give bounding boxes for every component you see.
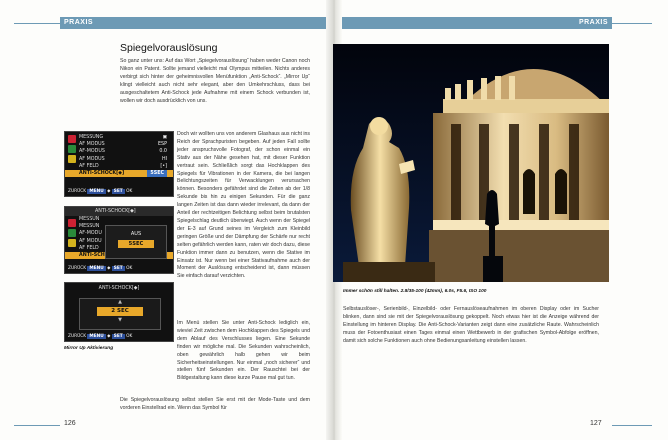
menu-footer: ZURÜCK MENU ◆ SET OK bbox=[68, 334, 133, 339]
paragraph-main: Doch wir wollten uns von anderem Glashaus aus nicht ins Reich der Sprachpuristen begeben. Auf jeden Fall sollte jeder anspruchsvolle Fotograf, der schon einmal ein Stativ aus der Nähe gesehen hat, mit dieser Funktion vertraut sein. Schließlich sorgt das Hochklappen des Spiegels für Vibrationen in der Kamera, die bei langen Belichtungszeiten für Verwacklungen verursachen können. Besonders gefährdet sind die Zeiten ab der 1/8 Sekunde bis hin zu einigen Sekunden. Für die ganz langen Zeiten ist das dann wieder irrelevant, da dann der Anteil der rechtzeitigen Belichtung selbst beim brutalsten Spiegelschlag deutlich überwiegt. Auch wenn der Spiegel der E-3 auf Grund seines im Vergleich zum Kleinbild geringen Größe und der Dämpfung der Schärfe nur recht selten gefährlich werden kann, raten wir doch dazu, diese Funktion immer dann zu benutzen, wenn die Stative im Einsatz ist. Nur wenn bei einer Stativaufnahme auch der Moment der Auslösung entscheidend ist, dann müssen Sie einfach darauf verzichten. bbox=[177, 131, 310, 280]
figure-caption-left: Mirror Up Aktivierung bbox=[64, 346, 114, 351]
camera-menu-screenshot-3 bbox=[64, 282, 174, 342]
page-number-right: 127 bbox=[590, 420, 602, 427]
paragraph-final: Die Spiegelvorauslösung selbst stellen Sie erst mit der Mode-Taste und dem vorderen Einstellrad ein. Wenn das Symbol für bbox=[120, 397, 310, 411]
menu-popup bbox=[105, 225, 167, 259]
menu-row: AF MODUS ESP bbox=[79, 142, 167, 148]
menu-title: ANTI-SCHOCK[◆] bbox=[98, 286, 140, 291]
menu-row: MESSUN bbox=[79, 224, 100, 230]
popup-option: AUS bbox=[130, 231, 142, 237]
footer-rule-right bbox=[612, 425, 652, 426]
menu-footer: ZURÜCK MENU ◆ SET OK bbox=[68, 266, 133, 271]
menu-row: MESSUN bbox=[79, 217, 100, 222]
menu-row: MESSUNG ▣ bbox=[79, 135, 167, 140]
footer-rule-left bbox=[14, 425, 60, 426]
menu-row-selected: ANTI-SCHOCK[◆] 5SEC bbox=[65, 170, 173, 177]
paragraph-menu-explanation: Im Menü stellen Sie unter Anti-Schock lediglich ein, wieviel Zeit zwischen dem Hochklappen des Spiegels und dem Ablauf des Verschlusses liegen. Eine Sekunde finden wir mögliche mal. Die Sekunden wahrscheinlich, oben gewährlich halb gehen wir beim Sicherheitseinstellungen. Nur einmal „noch sicherer“ und stellen fünf Sekunden ein. Der Rauschtei bei der Bildgestaltung kann diese kurze Pause mal gut tun. bbox=[177, 320, 310, 382]
running-rule-left bbox=[14, 23, 60, 24]
menu-row: AF-MODUS 0.0 bbox=[79, 149, 167, 155]
paragraph-intro: So ganz unter uns: Auf das Wort „Spiegelvorauslösung“ haben weder Canon noch Nikon ein Patent. Sollte jemand vielleicht mal Olympus mitteilen. Nichts anderes verbirgt sich hinter der geheimnisvollen Menüfunktion „Anti-Schock“. „Mirror Up“ klingt vielleicht auch nicht sehr elegant, aber den Umkehrschluss, dass bei ausgeschaltetem Anti-Schock jede Aufnahme mit einem Schock verbunden ist, wollen wir doch ausdrücklich von uns. bbox=[120, 58, 310, 104]
running-head-left: PRAXIS bbox=[60, 17, 326, 29]
arrow-down-icon: ▼ bbox=[118, 317, 122, 323]
running-rule-right bbox=[612, 23, 652, 24]
menu-row: AF FELD bbox=[79, 245, 99, 251]
camera-menu-screenshot-1 bbox=[64, 131, 174, 197]
menu-row: AF-MODU bbox=[79, 231, 102, 237]
menu-row: AF MODU bbox=[79, 238, 102, 244]
menu-row: AF FELD [•] bbox=[79, 163, 167, 169]
menu-header: ANTI-SCHOCK[◆] bbox=[65, 207, 173, 216]
menu-footer: ZURÜCK MENU ◆ SET OK bbox=[68, 189, 133, 194]
photo-illustration bbox=[333, 44, 609, 282]
page-number-left: 126 bbox=[64, 420, 76, 427]
paragraph-right: Selbstauslöser-, Serienbild-, Einzelbild- oder Fernauslöseaufnahmen im oberen Display oder im Sucher blinken, dann sind sie mit der Spiegelvorauslösung gekoppelt. Noch etwas hier ist die Anzeige während der Einstellung im hinteren Display. Die Anti-Schock-Varianten zeigt dann eine zusätzliche Raute. Wahrscheinlich muss der Fotoenthusiast einen Tages einmal einen Wettbewerb in der grafischen Symbol-Abfolge eröffnen, damit sich solche Funktionen auch ohne Bedienungsanleitung einstellen lassen. bbox=[343, 306, 599, 344]
photo-caption: Immer schön still halten. 2.8/35-100 (42mm), 6.0s, F5.6, ISO 100 bbox=[343, 289, 487, 294]
menu-row: AF MODUS HI bbox=[79, 156, 167, 162]
arrow-up-icon: ▲ bbox=[118, 299, 122, 305]
popup-selected-option: 5SEC bbox=[118, 240, 154, 248]
night-photo-statue-building bbox=[333, 44, 609, 282]
section-heading: Spiegelvorauslösung bbox=[120, 42, 218, 54]
spinner-value: 2 SEC bbox=[97, 307, 143, 316]
running-head-right: PRAXIS bbox=[342, 17, 612, 29]
camera-menu-screenshot-2 bbox=[64, 206, 174, 274]
value-spinner bbox=[79, 298, 161, 330]
menu-row-selected: ANTI-SCH bbox=[65, 252, 173, 259]
